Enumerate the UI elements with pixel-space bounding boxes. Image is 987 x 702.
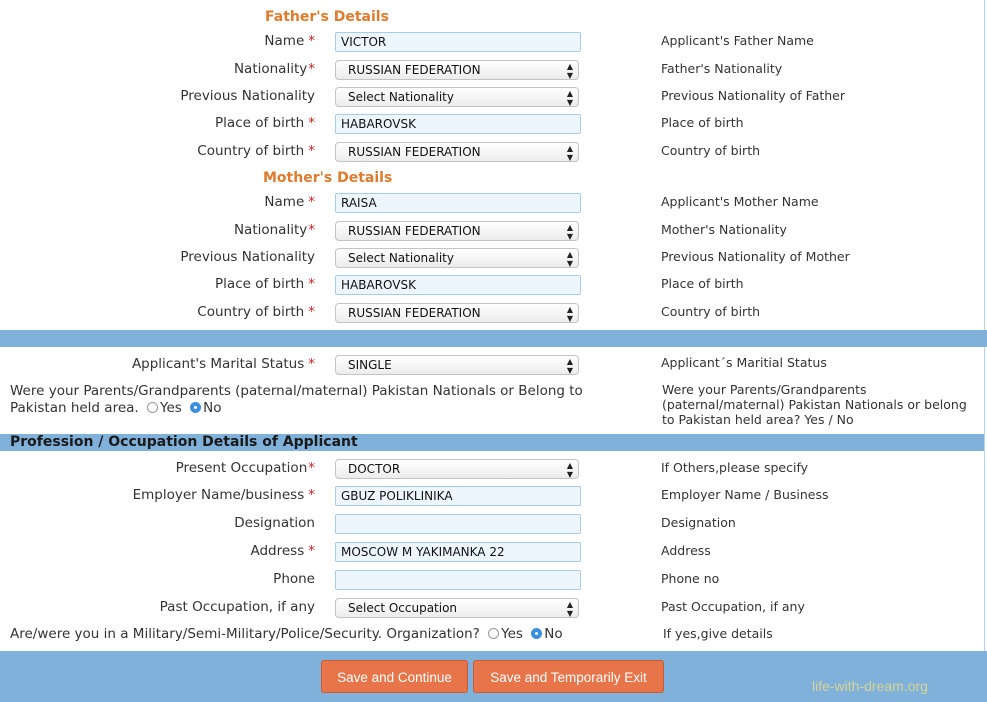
parents-pakistan-hint: Were your Parents/Grandparents (paternal/maternal) Pakistan Nationals or belong to Pakistan held area? Yes / No [662, 382, 967, 427]
mother-prev-nationality-label: Previous Nationality [180, 249, 315, 265]
selected-value: Select Nationality [348, 90, 454, 104]
save-and-continue-button[interactable]: Save and Continue [321, 660, 468, 693]
section-divider-band [0, 330, 987, 347]
required-marker: * [308, 487, 315, 503]
parents-pakistan-question [10, 383, 610, 417]
select-arrows-icon: ▲ ▼ [566, 600, 573, 618]
father-nationality-hint: Father's Nationality [661, 61, 783, 76]
selected-value: SINGLE [348, 358, 392, 372]
father-name-hint: Applicant's Father Name [661, 33, 814, 48]
question-text: Were your Parents/Grandparents (paternal/maternal) Pakistan Nationals or Belong to Pakistan held area. [10, 383, 583, 416]
no-label: No [544, 626, 563, 642]
select-arrows-icon: ▲ ▼ [566, 62, 573, 80]
select-arrows-icon: ▲ ▼ [566, 250, 573, 268]
past-occupation-select[interactable] [335, 598, 579, 618]
address-hint: Address [661, 543, 711, 558]
profession-section-title: Profession / Occupation Details of Applicant [0, 434, 984, 451]
required-marker: * [308, 115, 315, 131]
selected-value: RUSSIAN FEDERATION [348, 145, 481, 159]
father-details-title: Father's Details [265, 9, 389, 25]
parents-pakistan-yes-radio[interactable] [147, 402, 158, 413]
designation-hint: Designation [661, 515, 736, 530]
required-marker: * [308, 222, 315, 238]
mother-prev-nationality-hint: Previous Nationality of Mother [661, 249, 850, 264]
yes-label: Yes [501, 626, 523, 642]
selected-value: Select Nationality [348, 251, 454, 265]
mother-cob-select[interactable] [335, 303, 579, 323]
required-marker: * [308, 543, 315, 559]
required-marker: * [308, 194, 315, 210]
selected-value: RUSSIAN FEDERATION [348, 224, 481, 238]
phone-input[interactable] [335, 570, 581, 590]
selected-value: RUSSIAN FEDERATION [348, 63, 481, 77]
select-arrows-icon: ▲ ▼ [566, 461, 573, 479]
father-name-input[interactable] [335, 32, 581, 52]
watermark-text: life-with-dream.org [812, 678, 928, 694]
select-arrows-icon: ▲ ▼ [566, 144, 573, 162]
mother-cob-label: Country of birth * [197, 304, 315, 320]
mother-nationality-select[interactable] [335, 221, 579, 241]
required-marker: * [308, 61, 315, 77]
mother-pob-hint: Place of birth [661, 276, 744, 291]
address-label: Address * [250, 543, 315, 559]
no-label: No [203, 400, 222, 416]
required-marker: * [308, 356, 315, 372]
mother-cob-hint: Country of birth [661, 304, 761, 319]
father-name-label: Name * [264, 33, 315, 49]
mother-prev-nationality-select[interactable] [335, 248, 579, 268]
selected-value: DOCTOR [348, 462, 401, 476]
designation-label: Designation [234, 515, 315, 531]
mother-details-title: Mother's Details [263, 170, 393, 186]
father-prev-nationality-label: Previous Nationality [180, 88, 315, 104]
father-cob-hint: Country of birth [661, 143, 761, 158]
present-occupation-hint: If Others,please specify [661, 460, 809, 475]
father-pob-input[interactable] [335, 114, 581, 134]
mother-nationality-label: Nationality* [233, 222, 315, 238]
mother-name-label: Name * [264, 194, 315, 210]
yes-label: Yes [160, 400, 182, 416]
mother-pob-label: Place of birth * [215, 276, 315, 292]
designation-input[interactable] [335, 514, 581, 534]
address-input[interactable] [335, 542, 581, 562]
select-arrows-icon: ▲ ▼ [566, 305, 573, 323]
father-nationality-label: Nationality* [233, 61, 315, 77]
select-arrows-icon: ▲ ▼ [566, 89, 573, 107]
father-prev-nationality-hint: Previous Nationality of Father [661, 88, 846, 103]
selected-value: Select Occupation [348, 601, 458, 615]
past-occupation-label: Past Occupation, if any [159, 599, 315, 615]
mother-name-input[interactable] [335, 193, 581, 213]
father-nationality-select[interactable] [335, 60, 579, 80]
father-pob-label: Place of birth * [215, 115, 315, 131]
mother-name-hint: Applicant's Mother Name [661, 194, 819, 209]
required-marker: * [308, 143, 315, 159]
frame-border [984, 0, 985, 702]
required-marker: * [308, 304, 315, 320]
phone-label: Phone [273, 571, 315, 587]
select-arrows-icon: ▲ ▼ [566, 223, 573, 241]
military-yes-radio[interactable] [488, 628, 499, 639]
parents-pakistan-no-radio[interactable] [190, 402, 201, 413]
marital-status-hint: Applicant´s Maritial Status [661, 355, 827, 370]
employer-input[interactable] [335, 486, 581, 506]
marital-status-select[interactable] [335, 355, 579, 375]
selected-value: RUSSIAN FEDERATION [348, 306, 481, 320]
father-cob-select[interactable] [335, 142, 579, 162]
military-question [10, 626, 650, 643]
employer-label: Employer Name/business * [132, 487, 315, 503]
employer-hint: Employer Name / Business [661, 487, 829, 502]
military-no-radio[interactable] [531, 628, 542, 639]
father-prev-nationality-select[interactable] [335, 87, 579, 107]
present-occupation-select[interactable] [335, 459, 579, 479]
select-arrows-icon: ▲ ▼ [566, 357, 573, 375]
phone-hint: Phone no [661, 571, 720, 586]
save-and-exit-button[interactable]: Save and Temporarily Exit [473, 660, 664, 693]
father-pob-hint: Place of birth [661, 115, 744, 130]
present-occupation-label: Present Occupation* [175, 460, 315, 476]
required-marker: * [308, 276, 315, 292]
question-text: Are/were you in a Military/Semi-Military/Police/Security. Organization? [10, 626, 480, 642]
mother-pob-input[interactable] [335, 275, 581, 295]
mother-nationality-hint: Mother's Nationality [661, 222, 787, 237]
marital-status-label: Applicant's Marital Status * [131, 356, 315, 372]
military-hint: If yes,give details [663, 626, 773, 641]
father-cob-label: Country of birth * [197, 143, 315, 159]
required-marker: * [308, 460, 315, 476]
past-occupation-hint: Past Occupation, if any [661, 599, 805, 614]
required-marker: * [308, 33, 315, 49]
